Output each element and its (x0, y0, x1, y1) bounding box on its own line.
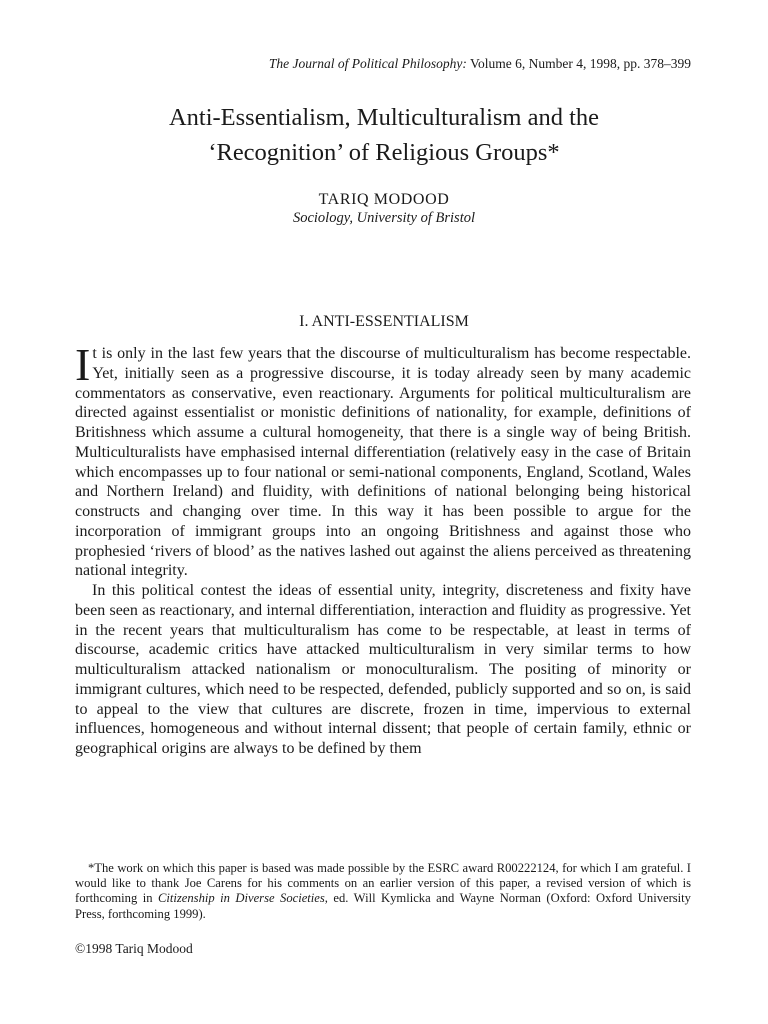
author-affiliation: Sociology, University of Bristol (292, 210, 476, 226)
journal-name: The Journal of Political Philosophy: (268, 56, 467, 71)
footnote (75, 861, 691, 922)
section-heading: I. ANTI-ESSENTIALISM (299, 313, 469, 330)
footnote-text-start: *The work on which this paper is based was made possible by the ESRC award R00222124, for which I am grateful. I would like to thank Joe Carens for his comments on an earlier version of this paper, a revised version of which is forthcoming in (75, 861, 691, 906)
author-name: TARIQ MODOOD (318, 191, 450, 208)
title-line-1: Anti-Essentialism, Multiculturalism and the (168, 104, 600, 131)
drop-cap: I (75, 339, 91, 390)
paragraph-1-text: t is only in the last few years that the discourse of multiculturalism has become respectable. Yet, initially seen as a progressive discourse, it is today already seen by many academic commentators as conservative, even reactionary. Arguments for political multiculturalism are directed against essentialist or monistic definitions of nationality, for example, definitions of Britishness which assume a cultural homogeneity, that there is a single way of being British. Multiculturalists have emphasised internal differentiation (relatively easy in the case of Britain which encompasses up to four national or semi-national components, England, Scotland, Wales and Northern Ireland) and fluidity, with definitions of national belonging being historical constructs and changing over time. In this way it has been possible to argue for the incorporation of immigrant groups into an ongoing Britishness and against those who prophesied ‘rivers of blood’ as the natives lashed out against the aliens perceived as threatening national integrity. (75, 345, 691, 580)
footnote-book-title: Citizenship in Diverse Societies (157, 891, 325, 906)
footnote-text-end: , ed. Will Kymlicka and Wayne Norman (Oxford: Oxford University Press, forthcoming 1999). (75, 891, 691, 921)
paragraph-2: In this political contest the ideas of essential unity, integrity, discreteness and fixity have been seen as reactionary, and internal differentiation, interaction and fluidity as progressive. Yet in the recent years that multiculturalism has come to be respectable, at least in terms of discourse, academic critics have attacked multiculturalism in very similar terms to how multiculturalism attacked nationalism or monoculturalism. The positing of minority or immigrant cultures, which need to be respected, defended, publicly supported and so on, is said to appeal to the view that cultures are discrete, frozen in time, impervious to external influences, homogeneous and without internal dissent; that people of certain family, ethnic or geographical origins are always to be defined by them (75, 582, 691, 757)
body-text (75, 339, 691, 759)
copyright-notice: ©1998 Tariq Modood (75, 941, 193, 956)
article-title (60, 100, 708, 170)
citation-details: Volume 6, Number 4, 1998, pp. 378–399 (466, 56, 691, 71)
title-line-2: ‘Recognition’ of Religious Groups* (208, 139, 560, 166)
running-header (269, 56, 691, 72)
paragraph-1 (75, 339, 691, 581)
